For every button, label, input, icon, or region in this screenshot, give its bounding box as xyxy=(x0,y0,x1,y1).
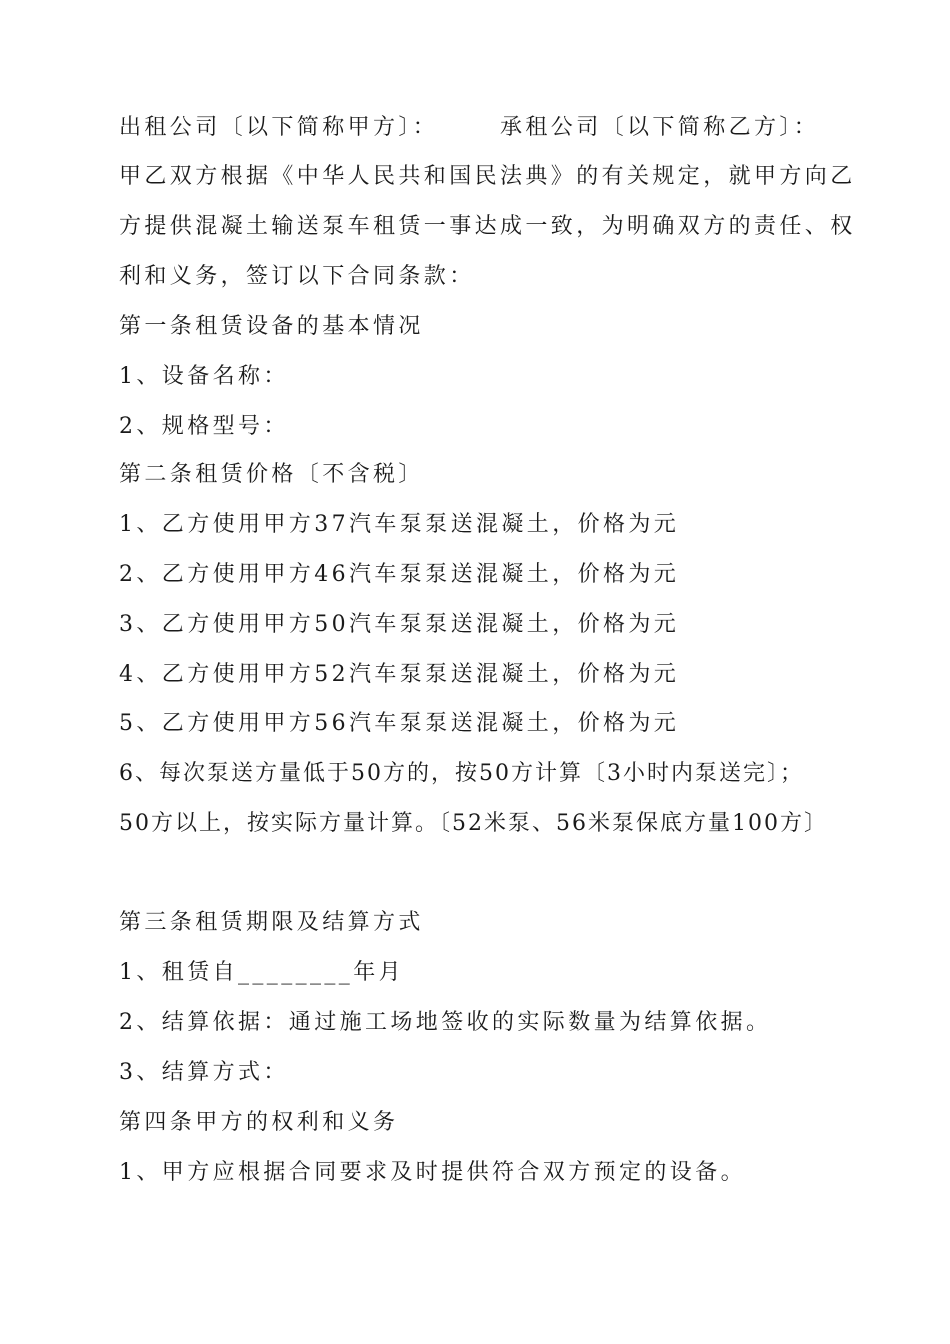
preamble-line-3: 利和义务，签订以下合同条款： xyxy=(119,264,475,289)
preamble-line-1: 甲乙双方根据《中华人民共和国民法典》的有关规定，就甲方向乙 xyxy=(119,164,856,189)
lessor-line: 出租公司〔以下简称甲方〕： xyxy=(119,115,439,140)
article4-item-1: 1、甲方应根据合同要求及时提供符合双方预定的设备。 xyxy=(119,1160,746,1185)
article1-title: 第一条租赁设备的基本情况 xyxy=(119,314,424,339)
article2-item-6-cont: 50方以上，按实际方量计算。〔52米泵、56米泵保底方量100方〕 xyxy=(119,811,828,836)
article2-item-1: 1、乙方使用甲方37汽车泵泵送混凝土，价格为元 xyxy=(119,512,680,537)
article3-item-2: 2、结算依据：通过施工场地签收的实际数量为结算依据。 xyxy=(119,1010,772,1035)
article1-item-1: 1、设备名称： xyxy=(119,364,289,389)
article2-item-3: 3、乙方使用甲方50汽车泵泵送混凝土，价格为元 xyxy=(119,612,680,637)
article3-item-3: 3、结算方式： xyxy=(119,1060,289,1085)
article2-item-2: 2、乙方使用甲方46汽车泵泵送混凝土，价格为元 xyxy=(119,562,680,587)
article2-item-5: 5、乙方使用甲方56汽车泵泵送混凝土，价格为元 xyxy=(119,711,680,736)
article4-title: 第四条甲方的权利和义务 xyxy=(119,1110,399,1135)
article3-title: 第三条租赁期限及结算方式 xyxy=(119,910,424,935)
article1-item-2: 2、规格型号： xyxy=(119,414,289,439)
article2-item-4: 4、乙方使用甲方52汽车泵泵送混凝土，价格为元 xyxy=(119,662,680,687)
lessee-line: 承租公司〔以下简称乙方〕： xyxy=(500,115,820,140)
article2-item-6: 6、每次泵送方量低于50方的，按50方计算〔3小时内泵送完〕； xyxy=(119,761,804,786)
preamble-line-2: 方提供混凝土输送泵车租赁一事达成一致，为明确双方的责任、权 xyxy=(119,214,856,239)
article3-item-1: 1、租赁自________年月 xyxy=(119,960,404,985)
article2-title: 第二条租赁价格〔不含税〕 xyxy=(119,462,424,487)
